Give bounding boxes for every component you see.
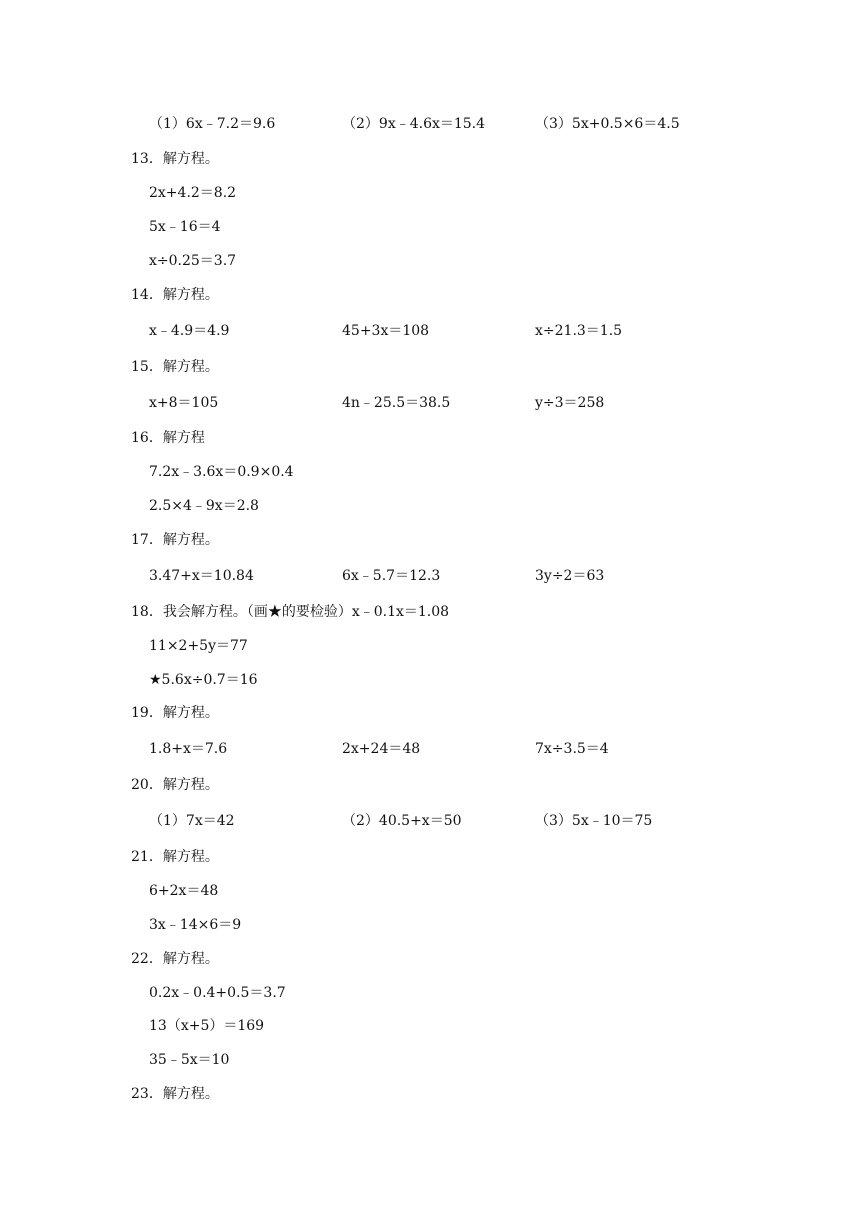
- question-22-title: 22．解方程。: [131, 951, 219, 967]
- question-15-title: 15．解方程。: [131, 359, 219, 375]
- equation-13-3: x÷0.25＝3.7: [149, 253, 237, 269]
- equation-19-1: 1.8+x＝7.6: [149, 741, 228, 757]
- equation-17-1: 3.47+x＝10.84: [149, 568, 254, 584]
- question-17-title: 17．解方程。: [131, 532, 219, 548]
- equation-14-2: 45+3x＝108: [342, 323, 430, 339]
- question-21-title: 21．解方程。: [131, 849, 219, 865]
- question-18-title: 18．我会解方程。（画★的要检验）x﹣0.1x＝1.08: [131, 604, 450, 620]
- equation-21-2: 3x﹣14×6＝9: [149, 917, 242, 933]
- equation-20-2: （2）40.5+x＝50: [342, 813, 462, 829]
- equation-17-3: 3y÷2＝63: [535, 568, 605, 584]
- equation-22-3: 35﹣5x＝10: [149, 1052, 230, 1068]
- equation-16-1: 7.2x﹣3.6x＝0.9×0.4: [149, 464, 294, 480]
- equation-15-2: 4n﹣25.5＝38.5: [342, 395, 451, 411]
- equation-20-3: （3）5x﹣10＝75: [535, 813, 653, 829]
- question-13-title: 13．解方程。: [131, 151, 219, 167]
- question-19-title: 19．解方程。: [131, 705, 219, 721]
- equation-22-2: 13（x+5）＝169: [149, 1018, 265, 1034]
- equation-13-1: 2x+4.2＝8.2: [149, 185, 237, 201]
- equation-13-2: 5x﹣16＝4: [149, 219, 221, 235]
- question-14-title: 14．解方程。: [131, 287, 219, 303]
- equation-r0-2: （2）9x﹣4.6x＝15.4: [342, 116, 486, 132]
- equation-16-2: 2.5×4﹣9x＝2.8: [149, 498, 259, 514]
- equation-r0-3: （3）5x+0.5×6＝4.5: [535, 116, 680, 132]
- equation-18-2: ★5.6x÷0.7＝16: [149, 672, 258, 688]
- equation-20-1: （1）7x＝42: [149, 813, 235, 829]
- equation-15-3: y÷3＝258: [535, 395, 605, 411]
- equation-18-1: 11×2+5y＝77: [149, 638, 248, 654]
- equation-15-1: x+8＝105: [149, 395, 219, 411]
- question-23-title: 23．解方程。: [131, 1086, 219, 1102]
- equation-14-1: x﹣4.9＝4.9: [149, 323, 230, 339]
- equation-19-3: 7x÷3.5＝4: [535, 741, 609, 757]
- equation-14-3: x÷21.3＝1.5: [535, 323, 623, 339]
- equation-21-1: 6+2x＝48: [149, 883, 219, 899]
- equation-19-2: 2x+24＝48: [342, 741, 421, 757]
- equation-22-1: 0.2x﹣0.4+0.5＝3.7: [149, 985, 286, 1001]
- question-20-title: 20．解方程。: [131, 777, 219, 793]
- question-16-title: 16．解方程: [131, 430, 205, 446]
- equation-r0-1: （1）6x﹣7.2＝9.6: [149, 116, 276, 132]
- equation-17-2: 6x﹣5.7＝12.3: [342, 568, 441, 584]
